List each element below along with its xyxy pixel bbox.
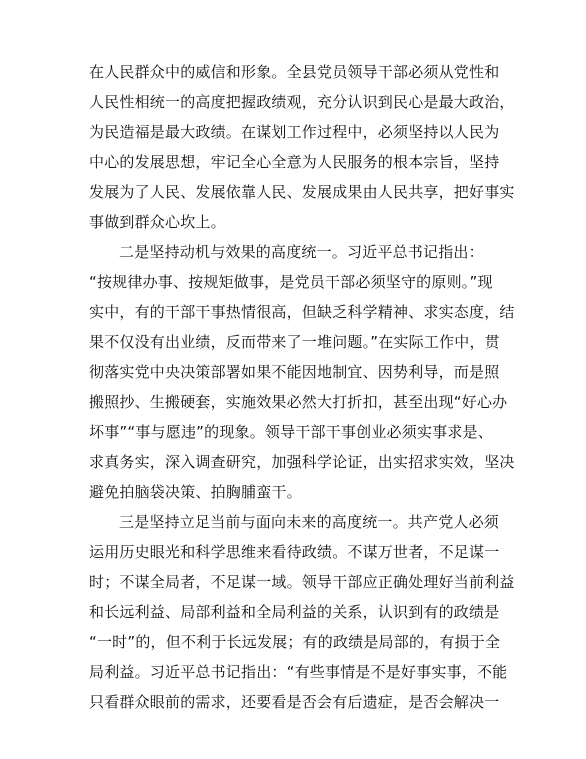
text-line-14: 求真务实，深入调查研究，加强科学论证，出实招求实效，坚决: [89, 453, 515, 471]
text-line-8: “按规律办事、按规矩做事，是党员干部必须坚守的原则。”现: [89, 273, 493, 291]
text-line-21: 局利益。习近平总书记指出：“有些事情是不是好事实事，不能: [89, 663, 508, 681]
text-line-3: 为民造福是最大政绩。在谋划工作过程中，必须坚持以人民为: [89, 123, 500, 141]
text-line-13: 坏事”“事与愿违”的现象。领导干部干事创业必须实事求是、: [89, 423, 493, 441]
text-line-22: 只看群众眼前的需求，还要看是否会有后遗症，是否会解决一: [89, 693, 500, 711]
text-line-12: 搬照抄、生搬硬套，实施效果必然大打折扣，甚至出现“好心办: [89, 393, 508, 411]
text-line-16: 三是坚持立足当前与面向未来的高度统一。共产党人必须: [119, 513, 500, 531]
text-line-6: 事做到群众心坎上。: [89, 213, 226, 231]
text-line-5: 发展为了人民、发展依靠人民、发展成果由人民共享，把好事实: [89, 183, 515, 201]
text-line-19: 和长远利益、局部利益和全局利益的关系，认识到有的政绩是: [89, 603, 500, 621]
text-line-4: 中心的发展思想，牢记全心全意为人民服务的根本宗旨，坚持: [89, 153, 500, 171]
text-line-15: 避免拍脑袋决策、拍胸脯蛮干。: [89, 483, 302, 501]
text-line-17: 运用历史眼光和科学思维来看待政绩。不谋万世者，不足谋一: [89, 543, 500, 561]
text-line-2: 人民性相统一的高度把握政绩观，充分认识到民心是最大政治，: [89, 93, 515, 111]
text-line-1: 在人民群众中的威信和形象。全县党员领导干部必须从党性和: [89, 63, 500, 81]
text-line-18: 时；不谋全局者，不足谋一域。领导干部应正确处理好当前利益: [89, 573, 515, 591]
text-line-20: “一时”的，但不利于长远发展；有的政绩是局部的，有损于全: [89, 633, 501, 651]
text-line-9: 实中，有的干部干事热情很高，但缺乏科学精神、求实态度，结: [89, 303, 515, 321]
text-line-10: 果不仅没有出业绩，反而带来了一堆问题。”在实际工作中，贯: [89, 333, 500, 351]
text-line-7: 二是坚持动机与效果的高度统一。习近平总书记指出：: [119, 243, 484, 261]
text-line-11: 彻落实党中央决策部署如果不能因地制宜、因势利导，而是照: [89, 363, 500, 381]
